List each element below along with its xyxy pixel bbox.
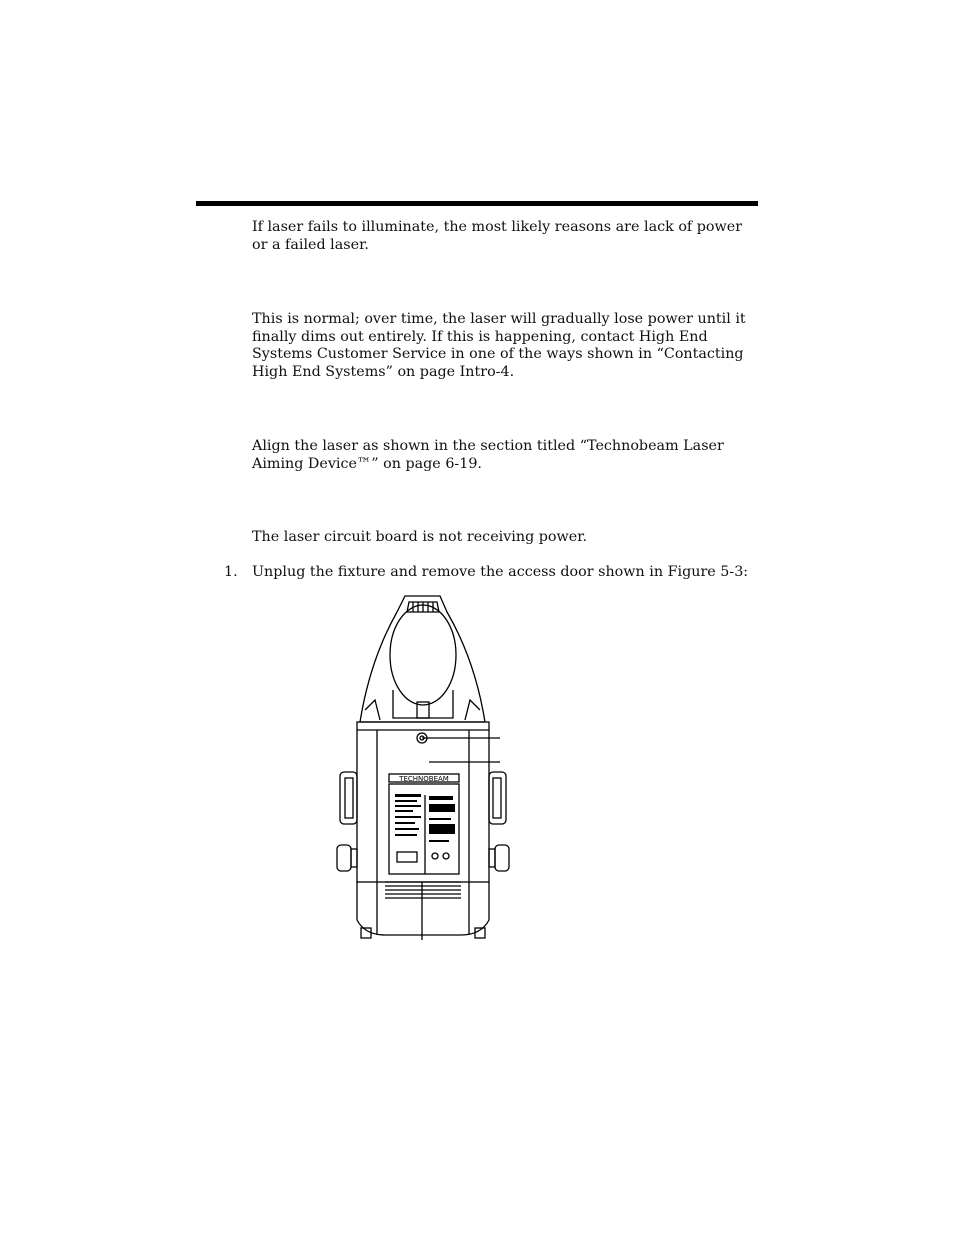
fixture-figure <box>325 590 510 945</box>
step-1-text: Unplug the fixture and remove the access door shown in Figure 5-3: <box>252 564 749 580</box>
section-rule <box>196 201 758 206</box>
paragraph-laser-fails: If laser fails to illuminate, the most likely reasons are lack of power or a failed laser. <box>252 219 743 253</box>
step-1-number: 1. <box>224 564 238 580</box>
paragraph-laser-dims: This is normal; over time, the laser will gradually lose power until it finally dims out entirely. If this is happening, contact High End Systems Customer Service in one of the ways shown in “Contacting High End Systems” on page Intro-4. <box>252 311 746 380</box>
fixture-drawing <box>325 590 510 945</box>
paragraph-align-laser: Align the laser as shown in the section titled “Technobeam Laser Aiming Device™” on page 6-19. <box>252 438 724 472</box>
fixture-brand-label: TECHNOBEAM <box>399 775 449 783</box>
paragraph-no-power: The laser circuit board is not receiving power. <box>252 529 588 545</box>
